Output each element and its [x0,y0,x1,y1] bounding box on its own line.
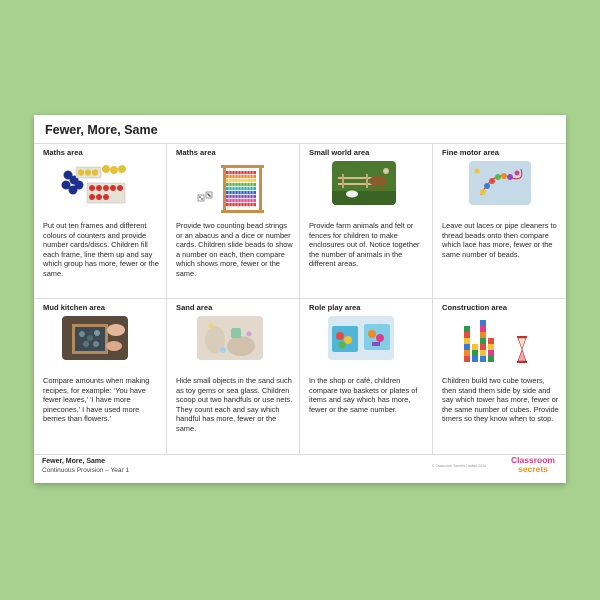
farm-animals-photo [309,161,426,215]
card-title: Maths area [43,148,83,157]
activity-sheet [34,115,566,483]
cube-towers-timer-icon [442,316,560,370]
activity-card-small-world [300,144,433,299]
sheet-title: Fewer, More, Same [45,123,158,137]
activity-card-role-play [300,299,433,454]
footer-subtitle: Continuous Provision – Year 1 [42,467,130,474]
activity-card-sand [167,299,300,454]
mud-kitchen-photo [43,316,160,370]
abacus-dice-icon [176,161,293,215]
card-description: Provide farm animals and felt or fences for children to make enclosures out of. Notice together the number of animals in the different areas. [309,221,420,269]
mud-kitchen-image [62,316,128,360]
card-description: Leave out laces or pipe cleaners to thread beads onto then compare which lace has more, fewer or the same number of beads. [442,221,557,259]
classroom-secrets-logo [506,456,560,478]
footer-title: Fewer, More, Same [42,458,106,465]
activity-card-maths-abacus [167,144,300,299]
copyright-notice: © Classroom Secrets Limited 2020 [432,464,487,468]
card-title: Construction area [442,303,507,312]
activity-card-fine-motor [433,144,566,299]
ten-frames-counters-icon [43,161,160,215]
card-title: Role play area [309,303,361,312]
card-description: Hide small objects in the sand such as toy gems or sea glass. Children scoop out two handfuls or use nets. They count each and say which handful has more, fewer or the same. [176,376,293,433]
activity-grid [34,143,566,455]
card-description: Children build two cube towers, then stand them side by side and say which tower has more, fewer or the same number of cubes. Provide timers so they know when to stop. [442,376,559,424]
card-description: In the shop or café, children compare two baskets or plates of items and say which has more, fewer or the same number. [309,376,418,414]
card-title: Small world area [309,148,370,157]
card-title: Fine motor area [442,148,499,157]
card-description: Compare amounts when making recipes, for example: ‘You have fewer leaves,’ ‘I have more pinecones,’ I have used more berries than flowers.’ [43,376,150,424]
card-title: Mud kitchen area [43,303,106,312]
card-description: Provide two counting bead strings or an abacus and a dice or number cards. Children slide beads to show a number on each, then compare which shows more, fewer or the same. [176,221,293,278]
play-food-baskets-photo [309,316,426,370]
sand-gems-image [197,316,263,360]
activity-card-construction [433,299,566,454]
activity-card-maths-ten-frames [34,144,167,299]
card-title: Maths area [176,148,216,157]
activity-card-mud-kitchen [34,299,167,454]
threading-beads-photo [442,161,560,215]
sand-gems-photo [176,316,293,370]
card-description: Put out ten frames and different colours of counters and provide number cards/discs. Children fill each frame, line them up and say which group has more, fewer or the same. [43,221,159,278]
play-food-image [328,316,394,360]
card-title: Sand area [176,303,213,312]
logo-line-2: secrets [518,463,548,474]
logo-line-1: Classroom [511,455,555,465]
threading-beads-image [469,161,531,205]
farm-animals-image [332,161,396,205]
